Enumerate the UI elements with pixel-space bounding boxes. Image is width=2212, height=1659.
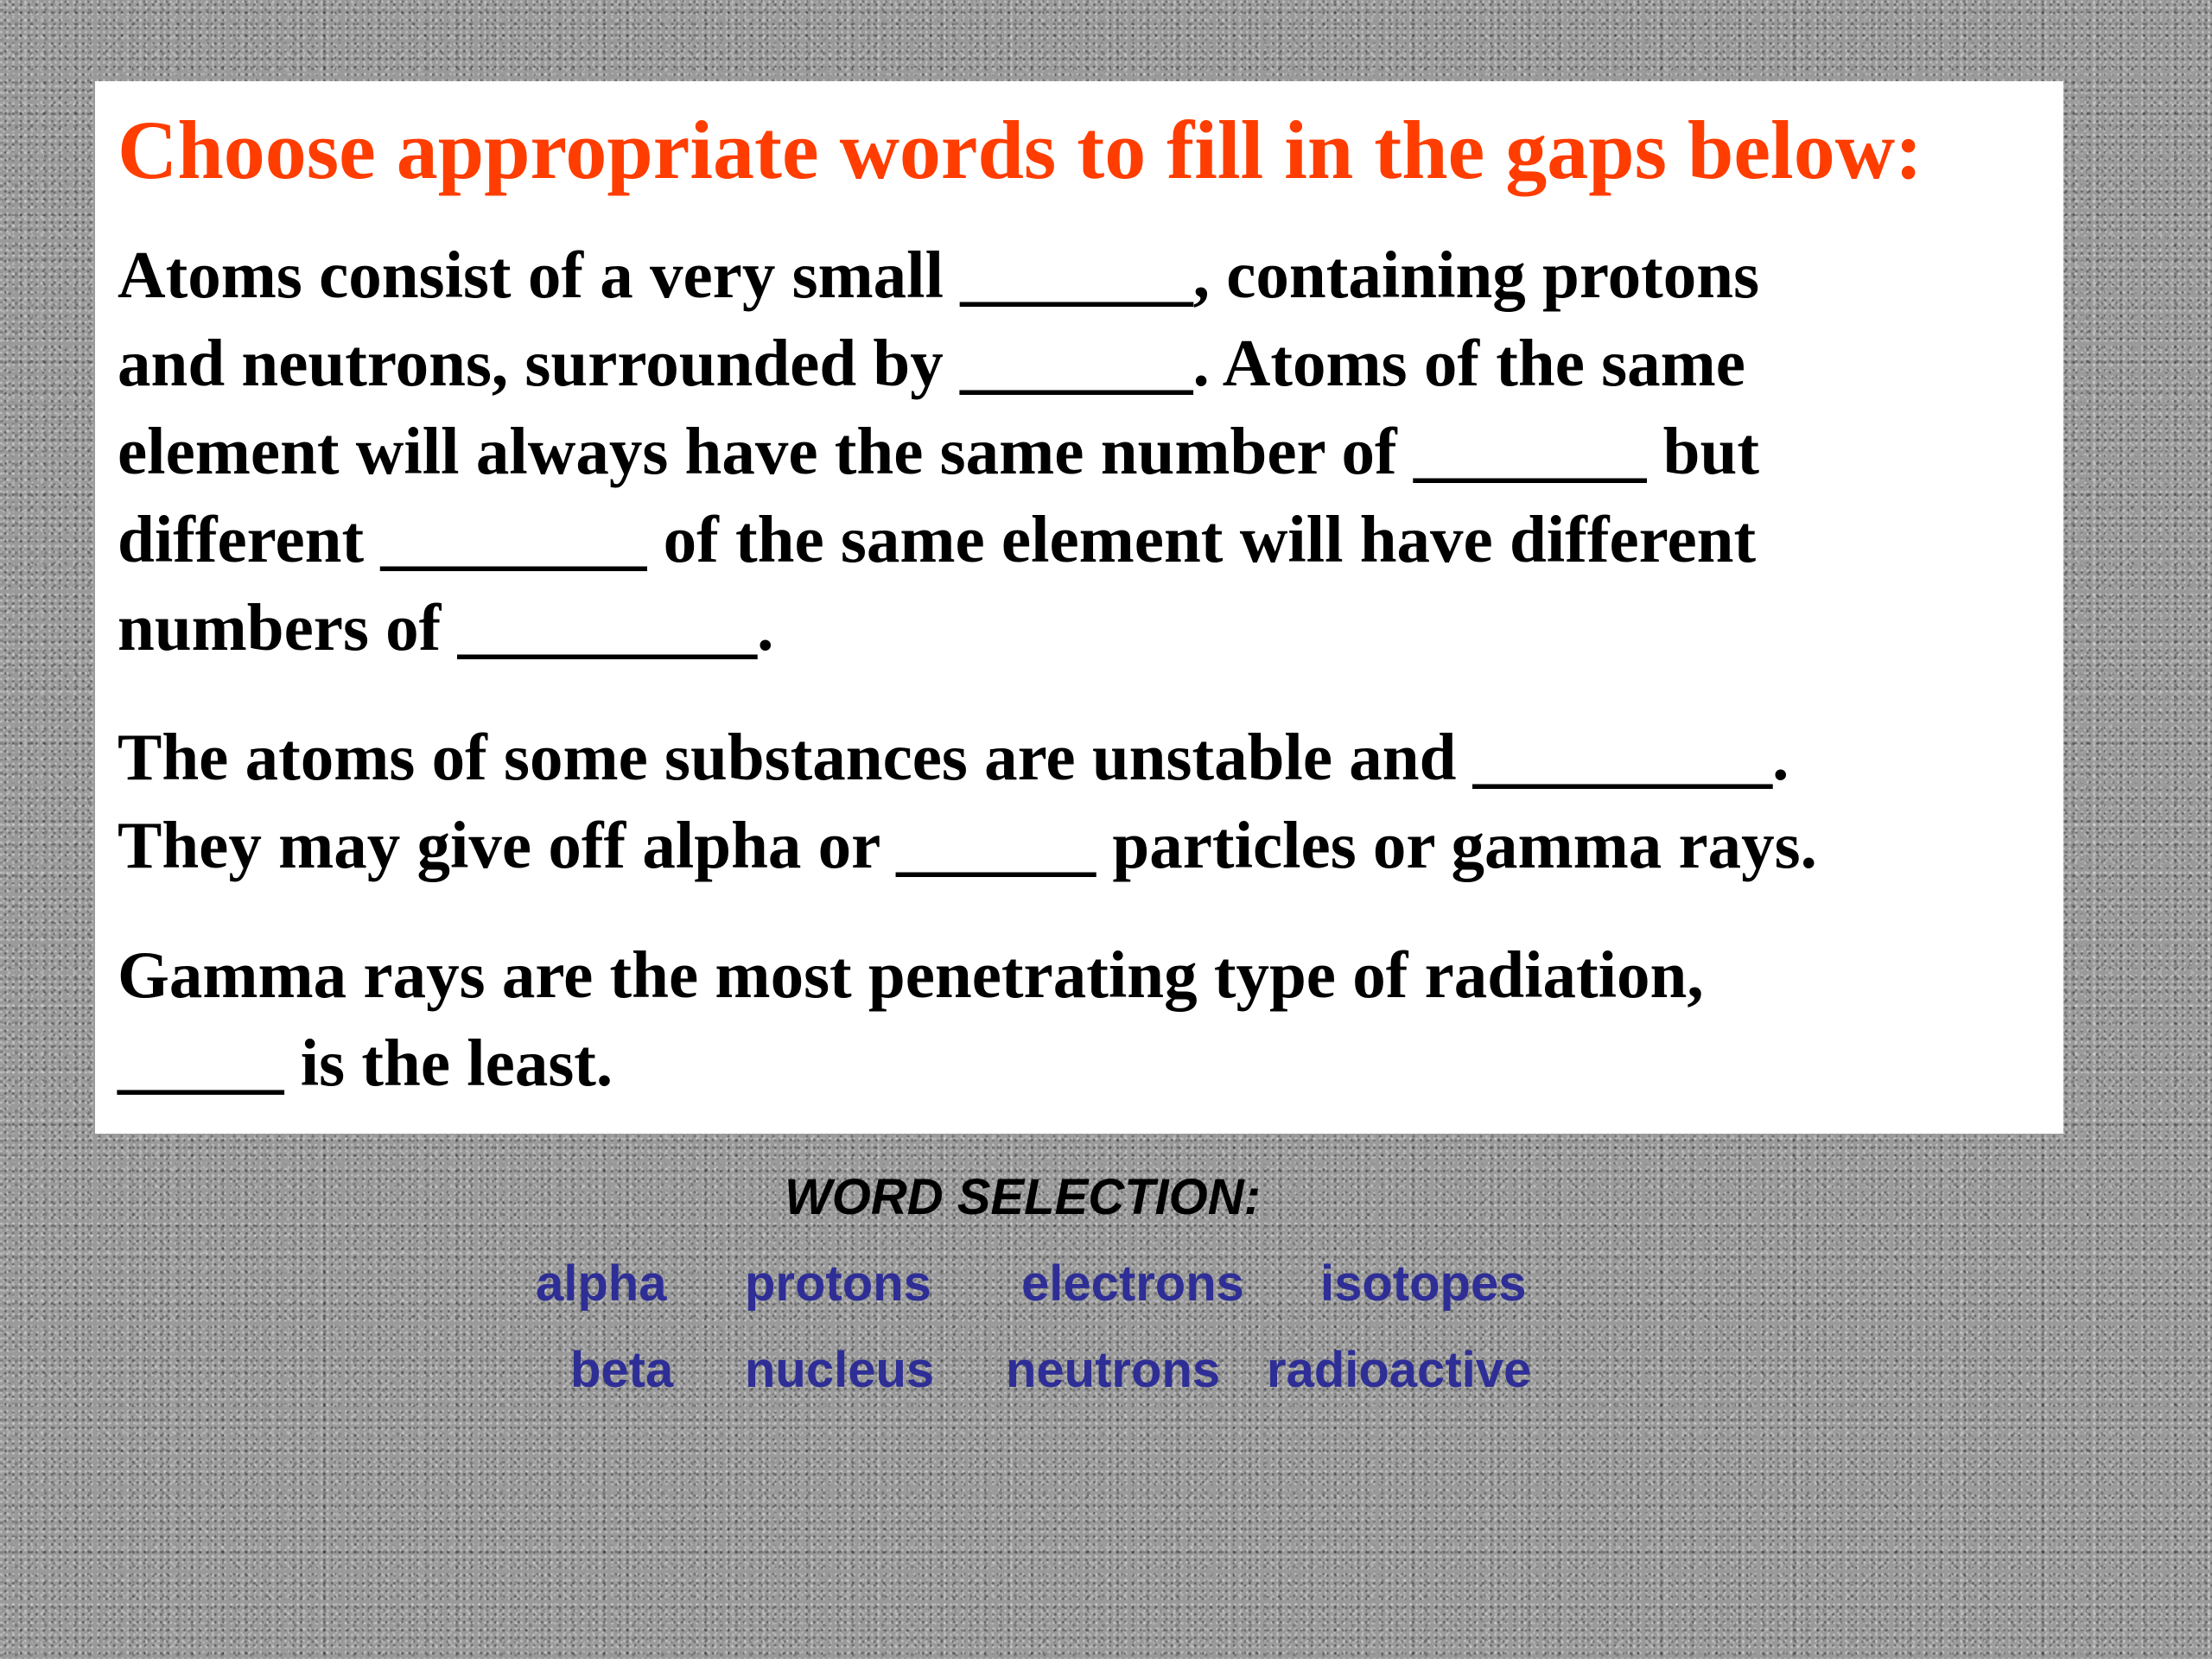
paragraph-gamma <box>118 931 2043 1107</box>
paragraph-line: Atoms consist of a very small _______, containing protons <box>118 238 1760 313</box>
word-option-isotopes: isotopes <box>1320 1255 1527 1312</box>
paragraph-unstable <box>118 713 2043 889</box>
word-option-nucleus: nucleus <box>745 1342 935 1398</box>
word-option-electrons: electrons <box>1021 1255 1244 1312</box>
paragraph-line: and neutrons, surrounded by _______. Atoms of the same <box>118 326 1745 401</box>
paragraph-line: element will always have the same number of _______ but <box>118 414 1759 489</box>
paragraph-line: numbers of _________. <box>118 590 774 665</box>
instruction-heading: Choose appropriate words to fill in the gaps below: <box>118 104 1923 196</box>
paragraph-line: The atoms of some substances are unstable and _________. <box>118 720 1789 795</box>
word-option-beta: beta <box>570 1342 674 1398</box>
word-option-neutrons: neutrons <box>1006 1342 1221 1398</box>
word-selection-title: WORD SELECTION: <box>785 1169 1261 1225</box>
paragraph-atoms <box>118 231 2043 671</box>
question-panel <box>95 81 2063 1134</box>
paragraph-line: They may give off alpha or ______ particles or gamma rays. <box>118 808 1817 883</box>
word-option-protons: protons <box>745 1255 931 1312</box>
paragraph-line: _____ is the least. <box>118 1026 613 1101</box>
paragraph-line: different ________ of the same element will have different <box>118 502 1757 577</box>
word-option-alpha: alpha <box>536 1255 667 1312</box>
paragraph-line: Gamma rays are the most penetrating type of radiation, <box>118 938 1704 1013</box>
word-option-radioactive: radioactive <box>1267 1342 1532 1398</box>
